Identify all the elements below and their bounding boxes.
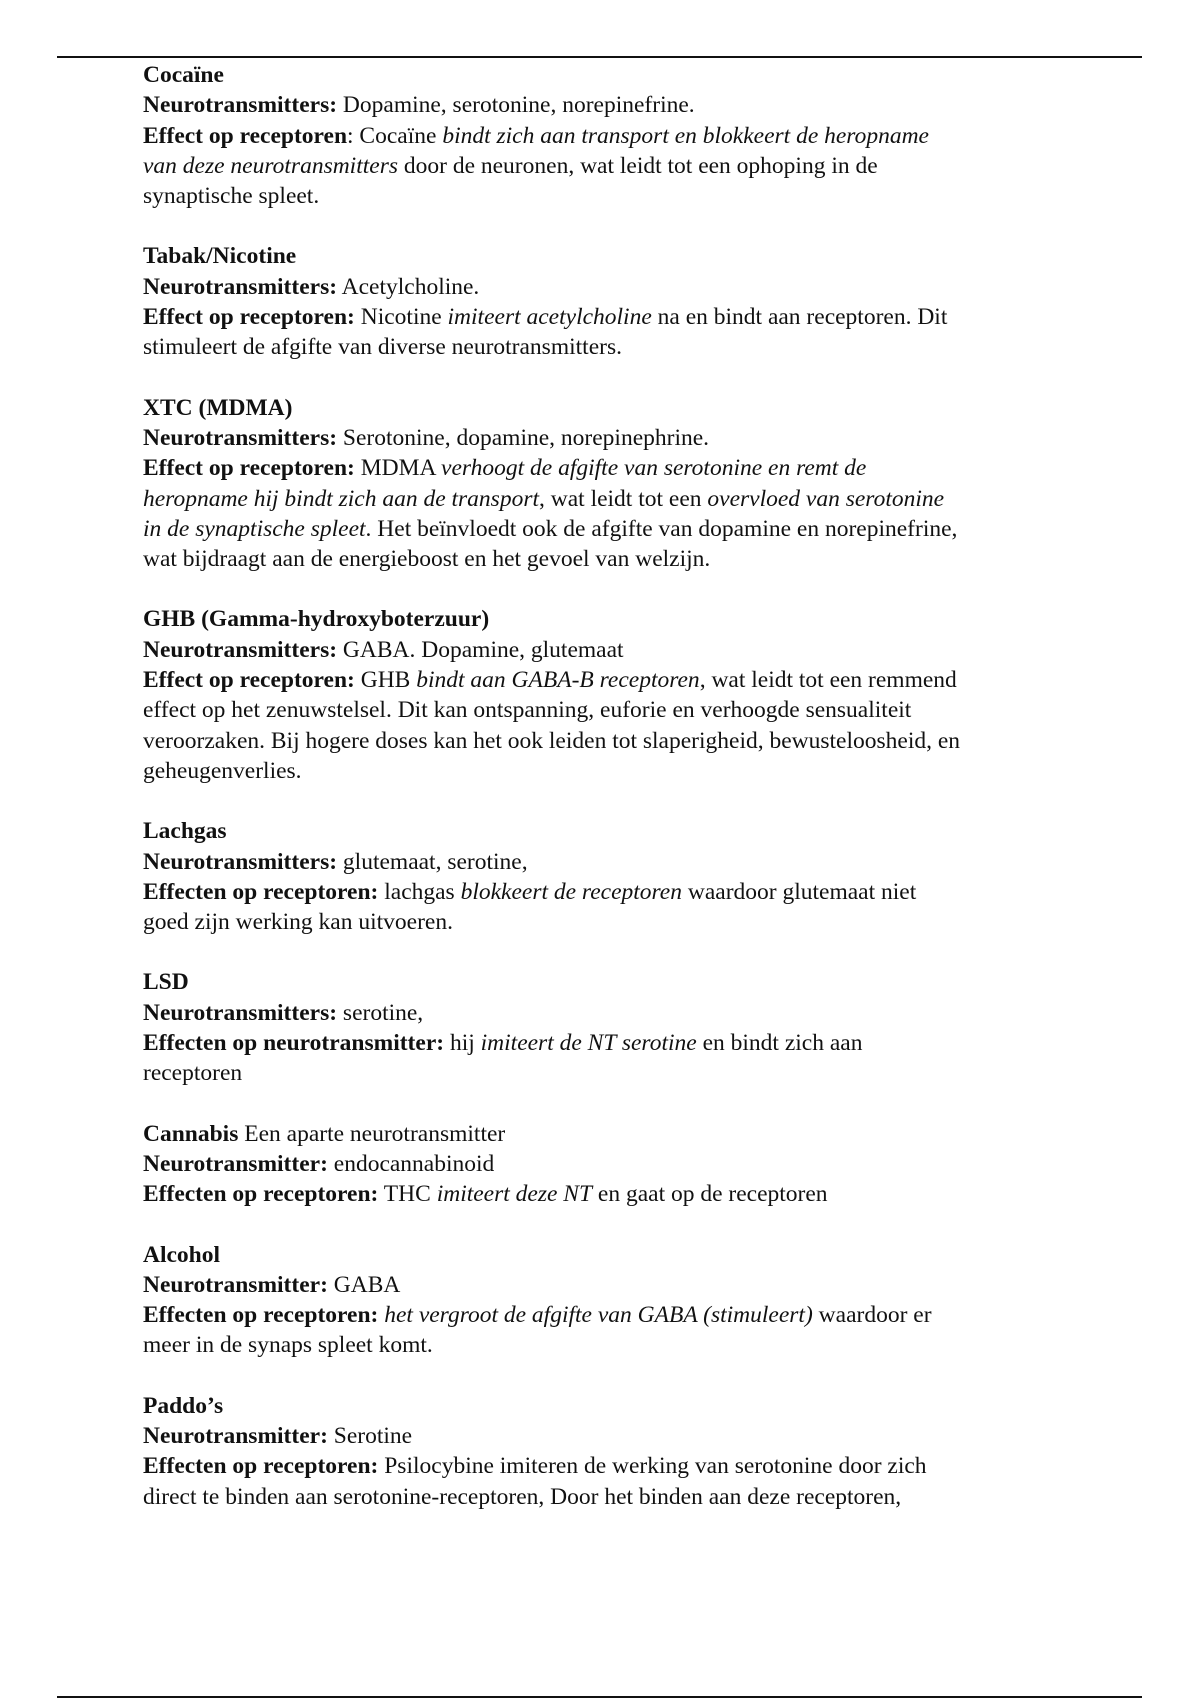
body-text: goed zijn werking kan uitvoeren. bbox=[143, 909, 453, 936]
emphasis-text: imiteert acetylcholine bbox=[447, 304, 652, 331]
section-title bbox=[143, 241, 1063, 271]
text-line bbox=[143, 514, 1063, 544]
emphasis-text: bindt aan GABA-B receptoren bbox=[416, 667, 700, 694]
body-text: GABA. Dopamine, glutemaat bbox=[337, 636, 624, 663]
emphasis-text: het vergroot de afgifte van GABA (stimuleert) bbox=[384, 1302, 813, 1329]
drug-section bbox=[143, 604, 1063, 786]
text-line bbox=[143, 332, 1063, 362]
field-label: Effecten op receptoren: bbox=[143, 1181, 379, 1208]
field-label: Neurotransmitter: bbox=[143, 1271, 328, 1298]
body-text: Psilocybine imiteren de werking van serotonine door zich bbox=[378, 1453, 927, 1480]
document-body bbox=[143, 60, 1063, 1542]
drug-name: GHB (Gamma-hydroxyboterzuur) bbox=[143, 606, 490, 633]
body-text: na en bindt aan receptoren. Dit bbox=[651, 304, 948, 331]
text-line bbox=[143, 1330, 1063, 1360]
body-text: . Het beïnvloedt ook de afgifte van dopamine en norepinefrine, bbox=[365, 515, 958, 542]
field-label: Effecten op receptoren: bbox=[143, 878, 379, 905]
text-line bbox=[143, 1270, 1063, 1300]
field-label: Neurotransmitters: bbox=[143, 92, 338, 119]
drug-name: Paddo’s bbox=[143, 1392, 224, 1419]
section-title bbox=[143, 1119, 1063, 1149]
body-text: , wat leidt tot een bbox=[539, 485, 708, 512]
body-text: waardoor glutemaat niet bbox=[681, 878, 917, 905]
body-text: effect op het zenuwstelsel. Dit kan ontspanning, euforie en verhoogde sensualiteit bbox=[143, 697, 912, 724]
text-line bbox=[143, 1149, 1063, 1179]
text-line bbox=[143, 1058, 1063, 1088]
text-line bbox=[143, 453, 1063, 483]
text-line bbox=[143, 1451, 1063, 1481]
body-text: Serotonine, dopamine, norepinephrine. bbox=[337, 424, 710, 451]
body-text: : Cocaïne bbox=[347, 122, 443, 149]
field-label: Neurotransmitters: bbox=[143, 999, 338, 1026]
drug-section bbox=[143, 393, 1063, 575]
text-line bbox=[143, 998, 1063, 1028]
text-line bbox=[143, 635, 1063, 665]
text-line bbox=[143, 847, 1063, 877]
emphasis-text: overvloed van serotonine bbox=[707, 485, 945, 512]
body-text: Nicotine bbox=[354, 304, 448, 331]
text-line bbox=[143, 1179, 1063, 1209]
section-title bbox=[143, 1240, 1063, 1270]
emphasis-text: imiteert deze NT bbox=[436, 1181, 593, 1208]
section-title bbox=[143, 393, 1063, 423]
drug-name: XTC (MDMA) bbox=[143, 394, 293, 421]
section-title bbox=[143, 60, 1063, 90]
text-line bbox=[143, 1482, 1063, 1512]
body-text: GABA bbox=[327, 1271, 401, 1298]
text-line bbox=[143, 484, 1063, 514]
body-text: , wat leidt tot een remmend bbox=[699, 667, 957, 694]
drug-name: Cannabis bbox=[143, 1120, 239, 1147]
body-text: stimuleert de afgifte van diverse neurotransmitters. bbox=[143, 334, 622, 361]
header-rule bbox=[57, 56, 1142, 58]
field-label: Neurotransmitters: bbox=[143, 848, 338, 875]
body-text: Serotine bbox=[327, 1422, 413, 1449]
body-text: en gaat op de receptoren bbox=[592, 1181, 828, 1208]
body-text: Acetylcholine. bbox=[337, 273, 480, 300]
body-text: waardoor er bbox=[812, 1302, 932, 1329]
drug-section bbox=[143, 1119, 1063, 1210]
body-text: endocannabinoid bbox=[327, 1150, 495, 1177]
field-label: Effecten op receptoren: bbox=[143, 1302, 379, 1329]
field-label: Neurotransmitter: bbox=[143, 1150, 328, 1177]
emphasis-text: in de synaptische spleet bbox=[143, 515, 366, 542]
emphasis-text: verhoogt de afgifte van serotonine en remt de bbox=[441, 455, 867, 482]
drug-section bbox=[143, 1240, 1063, 1361]
body-text: door de neuronen, wat leidt tot een ophoping in de bbox=[398, 152, 878, 179]
field-label: Effect op receptoren bbox=[143, 122, 348, 149]
text-line bbox=[143, 121, 1063, 151]
drug-section bbox=[143, 60, 1063, 211]
drug-section bbox=[143, 241, 1063, 362]
drug-name: Tabak/Nicotine bbox=[143, 243, 297, 270]
drug-name: LSD bbox=[143, 969, 189, 996]
text-line bbox=[143, 1421, 1063, 1451]
body-text: synaptische spleet. bbox=[143, 183, 320, 210]
drug-name: Lachgas bbox=[143, 818, 227, 845]
text-line bbox=[143, 90, 1063, 120]
body-text: receptoren bbox=[143, 1060, 243, 1087]
body-text: THC bbox=[378, 1181, 437, 1208]
section-title bbox=[143, 1391, 1063, 1421]
text-line bbox=[143, 151, 1063, 181]
body-text: hij bbox=[444, 1030, 481, 1057]
emphasis-text: imiteert de NT serotine bbox=[480, 1030, 697, 1057]
text-line bbox=[143, 272, 1063, 302]
body-text: direct te binden aan serotonine-receptoren, Door het binden aan deze receptoren, bbox=[143, 1483, 902, 1510]
text-line bbox=[143, 726, 1063, 756]
text-line bbox=[143, 877, 1063, 907]
text-line bbox=[143, 1300, 1063, 1330]
text-line bbox=[143, 1028, 1063, 1058]
footer-rule bbox=[57, 1696, 1142, 1698]
body-text: glutemaat, serotine, bbox=[337, 848, 528, 875]
emphasis-text: van deze neurotransmitters bbox=[143, 152, 398, 179]
text-line bbox=[143, 907, 1063, 937]
text-line bbox=[143, 695, 1063, 725]
drug-name: Cocaïne bbox=[143, 62, 224, 88]
body-text: Dopamine, serotonine, norepinefrine. bbox=[337, 92, 695, 119]
field-label: Effect op receptoren: bbox=[143, 667, 355, 694]
section-title bbox=[143, 604, 1063, 634]
body-text: serotine, bbox=[337, 999, 424, 1026]
field-label: Neurotransmitter: bbox=[143, 1422, 328, 1449]
drug-note: Een aparte neurotransmitter bbox=[238, 1120, 506, 1147]
emphasis-text: blokkeert de receptoren bbox=[460, 878, 682, 905]
text-line bbox=[143, 665, 1063, 695]
text-line bbox=[143, 181, 1063, 211]
section-title bbox=[143, 816, 1063, 846]
body-text: lachgas bbox=[378, 878, 461, 905]
field-label: Neurotransmitters: bbox=[143, 424, 338, 451]
body-text: en bindt zich aan bbox=[696, 1030, 863, 1057]
body-text: veroorzaken. Bij hogere doses kan het ook leiden tot slaperigheid, bewusteloosheid, en bbox=[143, 727, 961, 754]
emphasis-text: bindt zich aan transport en blokkeert de heropname bbox=[442, 122, 929, 149]
text-line bbox=[143, 544, 1063, 574]
field-label: Effect op receptoren: bbox=[143, 455, 355, 482]
drug-section bbox=[143, 1391, 1063, 1512]
text-line bbox=[143, 423, 1063, 453]
body-text: meer in de synaps spleet komt. bbox=[143, 1332, 433, 1359]
drug-section bbox=[143, 967, 1063, 1088]
body-text: geheugenverlies. bbox=[143, 757, 302, 784]
field-label: Effecten op neurotransmitter: bbox=[143, 1030, 445, 1057]
drug-section bbox=[143, 816, 1063, 937]
field-label: Effecten op receptoren: bbox=[143, 1453, 379, 1480]
section-title bbox=[143, 967, 1063, 997]
body-text: MDMA bbox=[354, 455, 442, 482]
body-text: GHB bbox=[354, 667, 417, 694]
field-label: Neurotransmitters: bbox=[143, 273, 338, 300]
text-line bbox=[143, 756, 1063, 786]
emphasis-text: heropname hij bindt zich aan de transport bbox=[143, 485, 540, 512]
field-label: Neurotransmitters: bbox=[143, 636, 338, 663]
drug-name: Alcohol bbox=[143, 1241, 221, 1268]
body-text: wat bijdraagt aan de energieboost en het gevoel van welzijn. bbox=[143, 546, 711, 573]
field-label: Effect op receptoren: bbox=[143, 304, 355, 331]
text-line bbox=[143, 302, 1063, 332]
